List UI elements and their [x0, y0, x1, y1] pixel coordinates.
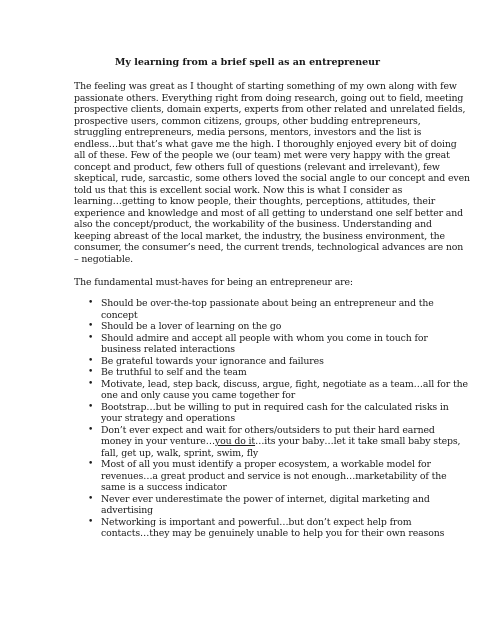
list-item — [74, 332, 428, 356]
line-text: …its your baby…let it take small baby steps, — [255, 436, 461, 447]
list-item-line: Networking is important and powerful…but don’t expect help from — [101, 516, 412, 528]
list-item — [74, 516, 445, 540]
bullet-icon: • — [88, 378, 94, 389]
text-line: skeptical, rude, sarcastic, some others loved the social angle to our concept and even — [74, 173, 470, 184]
text-line: endless…but that’s what gave me the high. I thoroughly enjoyed every bit of doing — [74, 138, 457, 150]
text-line: The feeling was great as I thought of starting something of my own along with few — [74, 81, 457, 92]
text-line: told us that this is excellent social work. Now this is what I consider as — [74, 184, 403, 196]
intro-paragraph — [74, 81, 470, 265]
list-item-line: Bootstrap…but be willing to put in required cash for the calculated risks in — [101, 401, 449, 413]
bullet-icon: • — [88, 321, 94, 331]
text-line: experience and knowledge and most of all getting to understand one self better and — [74, 207, 464, 219]
list-item-line: Motivate, lead, step back, discuss, argue, fight, negotiate as a team…all for the — [101, 378, 468, 390]
bullet-icon: • — [88, 298, 94, 308]
list-item-line: business related interactions — [101, 344, 235, 355]
text-line: – negotiable. — [74, 253, 134, 265]
list-item-line: concept — [101, 309, 138, 321]
list-item — [74, 298, 434, 321]
list-item-line: Most of all you must identify a proper ecosystem, a workable model for — [101, 459, 431, 470]
list-item-line: Don’t ever expect and wait for others/outsiders to put their hard earned — [101, 424, 435, 436]
bullet-icon: • — [88, 367, 94, 377]
list-item-line: Should be over-the-top passionate about being an entrepreneur and the — [101, 298, 434, 309]
list-item — [74, 424, 461, 460]
list-item-line: contacts…they may be genuinely unable to help you for their own reasons — [101, 528, 445, 539]
list-item-line: Be grateful towards your ignorance and failures — [101, 355, 324, 367]
text-line: also the concept/product, the workability of the business. Understanding and — [74, 219, 432, 230]
list-item — [74, 356, 425, 368]
list-item — [74, 367, 425, 379]
bullet-icon: • — [88, 424, 94, 435]
text-line: prospective users, common citizens, groups, other budding entrepreneurs, — [74, 115, 421, 127]
list-item — [74, 493, 430, 517]
list-item-line: Never ever underestimate the power of internet, digital marketing and — [101, 493, 430, 505]
text-line: concept and product, few others full of questions (relevant and irrelevant), few — [74, 161, 440, 173]
text-line: all of these. Few of the people we (our team) met were very happy with the great — [74, 150, 450, 161]
list-intro: The fundamental must-haves for being an entrepreneur are: — [74, 277, 353, 288]
text-line: prospective clients, domain experts, experts from other related and unrelated fields, — [74, 104, 466, 115]
list-item-line: fall, get up, walk, sprint, swim, fly — [101, 447, 259, 459]
list-item — [74, 378, 468, 402]
bullet-icon: • — [88, 459, 94, 469]
list-item — [74, 459, 447, 494]
underlined-phrase: you do it — [214, 436, 256, 447]
document-title: My learning from a brief spell as an entrepreneur — [114, 57, 381, 68]
list-item-line: Should be a lover of learning on the go — [101, 321, 282, 332]
line-text: money in your venture… — [101, 436, 215, 447]
bullet-icon: • — [88, 516, 94, 527]
text-line: keeping abreast of the local market, the industry, the business environment, the — [74, 230, 445, 242]
list-item-line: advertising — [101, 505, 154, 516]
bullet-icon: • — [88, 355, 94, 366]
text-line: consumer, the consumer’s need, the current trends, technological advances are non — [74, 242, 464, 253]
text-line: learning…getting to know people, their thoughts, perceptions, attitudes, their — [74, 196, 436, 207]
list-item-line: your strategy and operations — [101, 413, 235, 424]
list-item-line: same is a success indicator — [101, 482, 227, 493]
list-item-line: revenues…a great product and service is not enough…marketability of the — [101, 470, 447, 482]
list-item — [74, 401, 449, 425]
list-item-line: Be truthful to self and the team — [101, 367, 247, 378]
list-item-line: one and only cause you came together for — [101, 390, 296, 401]
list-item-line — [101, 436, 461, 448]
list-item-line: Should admire and accept all people with whom you come in touch for — [101, 332, 428, 344]
bullet-icon: • — [88, 493, 94, 504]
bullet-icon: • — [88, 401, 94, 412]
bullet-icon: • — [88, 332, 94, 343]
text-line: passionate others. Everything right from doing research, going out to field, meeting — [74, 92, 464, 104]
text-line: struggling entrepreneurs, media persons, mentors, investors and the list is — [74, 127, 422, 138]
list-item — [74, 321, 425, 333]
must-haves-list — [74, 298, 468, 540]
